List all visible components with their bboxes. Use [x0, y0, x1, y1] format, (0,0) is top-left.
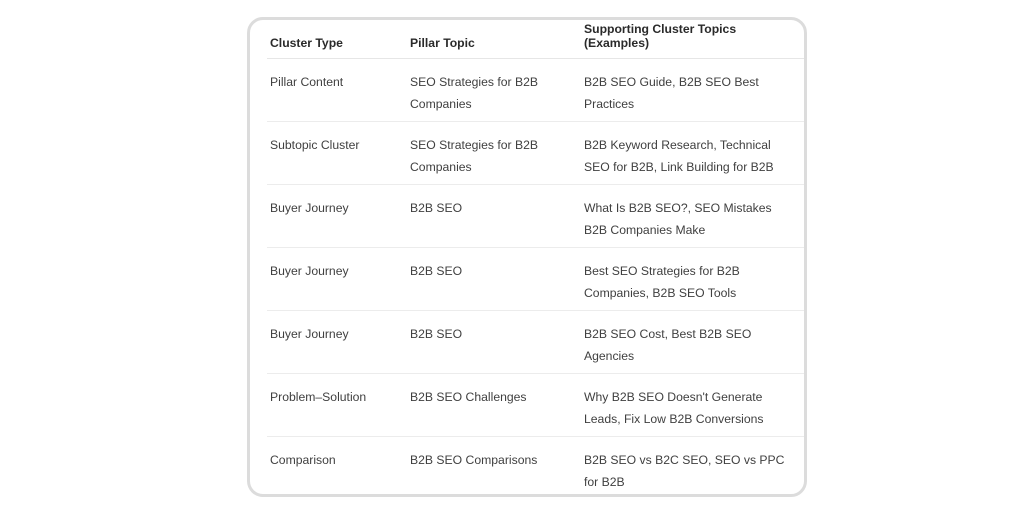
cell-cluster-type: Buyer Journey [267, 185, 407, 248]
table-row [267, 374, 804, 437]
cell-cluster-type: Buyer Journey [267, 248, 407, 311]
cell-pillar-topic: B2B SEO [407, 311, 581, 374]
table-card [247, 17, 807, 497]
cell-supporting-topics: B2B SEO vs B2C SEO, SEO vs PPC for B2B [584, 453, 785, 489]
header-row [267, 20, 804, 59]
header-supporting-topics: Supporting Cluster Topics (Examples) [581, 20, 804, 59]
table-row [267, 185, 804, 248]
table-row [267, 311, 804, 374]
table-row [267, 59, 804, 122]
cell-cluster-type: Problem–Solution [267, 374, 407, 437]
cell-cluster-type: Comparison [270, 453, 336, 467]
cell-cluster-type: Buyer Journey [267, 311, 407, 374]
table-body [267, 59, 804, 498]
cell-pillar-topic: SEO Strategies for B2B Companies [407, 59, 581, 122]
header-cluster-type: Cluster Type [267, 20, 407, 59]
cell-pillar-topic: B2B SEO Comparisons [410, 453, 538, 467]
table-row [267, 248, 804, 311]
cell-cluster-type: Subtopic Cluster [267, 122, 407, 185]
table-row [267, 122, 804, 185]
cell-pillar-topic: B2B SEO Challenges [407, 374, 581, 437]
table-header [267, 20, 804, 59]
cell-pillar-topic: SEO Strategies for B2B Companies [407, 122, 581, 185]
cell-supporting-topics: Best SEO Strategies for B2B Companies, B2B SEO Tools [581, 248, 804, 311]
cell-supporting-topics: What Is B2B SEO?, SEO Mistakes B2B Companies Make [581, 185, 804, 248]
header-pillar-topic: Pillar Topic [407, 20, 581, 59]
cell-cluster-type: Pillar Content [267, 59, 407, 122]
cell-supporting-topics: B2B Keyword Research, Technical SEO for B2B, Link Building for B2B [581, 122, 804, 185]
cell-supporting-topics: B2B SEO Guide, B2B SEO Best Practices [581, 59, 804, 122]
cell-pillar-topic: B2B SEO [407, 185, 581, 248]
cell-pillar-topic: B2B SEO [407, 248, 581, 311]
cell-supporting-topics: Why B2B SEO Doesn't Generate Leads, Fix Low B2B Conversions [581, 374, 804, 437]
cluster-table [267, 20, 804, 497]
cell-supporting-topics: B2B SEO Cost, Best B2B SEO Agencies [581, 311, 804, 374]
table-row [267, 437, 804, 498]
